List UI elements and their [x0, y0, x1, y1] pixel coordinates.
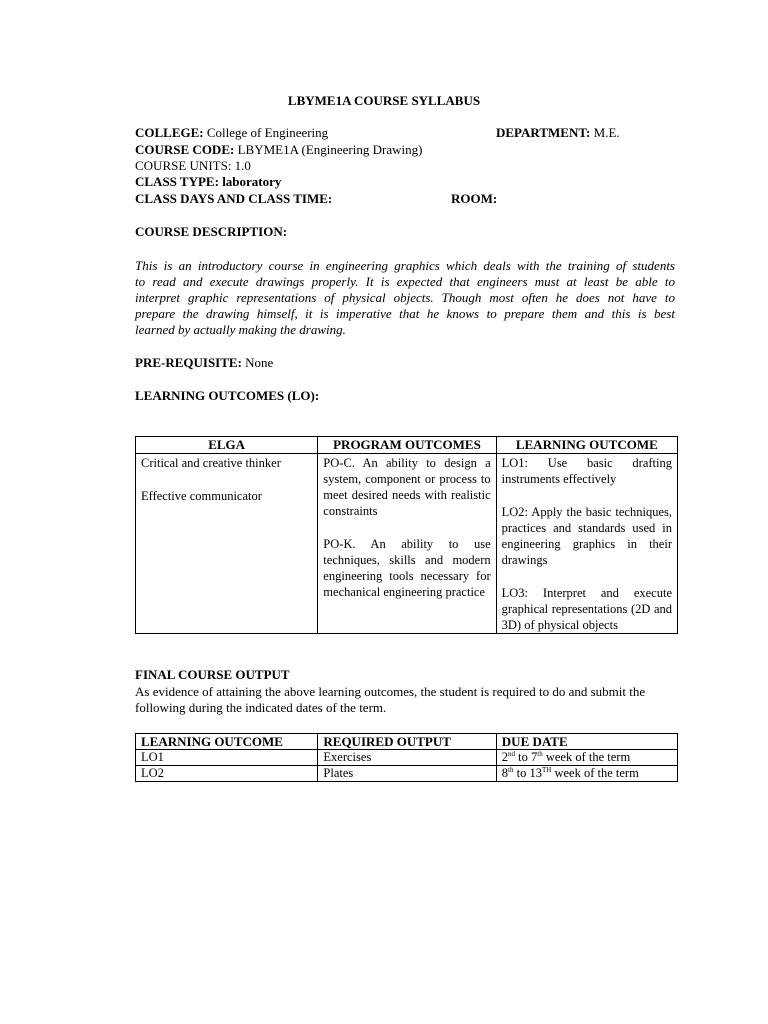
- table-row: [136, 766, 678, 782]
- header-learning-outcome: LEARNING OUTCOME: [136, 734, 318, 750]
- program-outcome-item: PO-K. An ability to use techniques, skills and modern engineering tools necessary for mechanical engineering practice: [323, 537, 491, 599]
- college-label: COLLEGE:: [135, 125, 204, 140]
- due-date-cell: [496, 766, 677, 782]
- due-date-cell: [496, 750, 677, 766]
- learning-outcome-item: LO2: Apply the basic techniques, practices and standards used in engineering graphics in their drawings: [501, 505, 672, 567]
- document-title: LBYME1A COURSE SYLLABUS: [287, 93, 481, 108]
- output-table: [135, 733, 678, 782]
- header-due-date: DUE DATE: [496, 734, 677, 750]
- college-value: College of Engineering: [206, 125, 329, 140]
- due-end-suffix: TH: [541, 765, 552, 774]
- outcomes-table: [135, 436, 678, 634]
- prerequisite-value: None: [245, 355, 274, 370]
- header-required-output: REQUIRED OUTPUT: [318, 734, 496, 750]
- table-row: [136, 454, 678, 634]
- final-output-line: As evidence of attaining the above learning outcomes, the student is required to do and submit the: [135, 684, 646, 699]
- description-line: interpret graphic representations of physical objects. Though most often he does not have to: [135, 290, 675, 305]
- department-value: M.E.: [593, 125, 620, 140]
- header-learning-outcome: LEARNING OUTCOME: [496, 437, 677, 454]
- class-type-label: CLASS TYPE:: [135, 174, 219, 189]
- description-line: This is an introductory course in engineering graphics which deals with the training of students: [135, 258, 675, 273]
- table-header-row: [136, 437, 678, 454]
- due-tail: week of the term: [545, 750, 631, 764]
- room-label: ROOM:: [451, 191, 498, 206]
- class-type-value: laboratory: [222, 174, 282, 189]
- prerequisite-line: [135, 355, 273, 371]
- class-days-label: CLASS DAYS AND CLASS TIME:: [135, 191, 333, 206]
- program-outcomes-cell: [318, 454, 496, 634]
- final-output-heading: FINAL COURSE OUTPUT: [135, 667, 290, 682]
- header-program-outcomes: PROGRAM OUTCOMES: [318, 437, 496, 454]
- description-line: prepare the drawing himself, it is imperative that he knows to prepare them and this is best: [135, 306, 675, 321]
- description-heading: COURSE DESCRIPTION:: [135, 224, 288, 239]
- due-tail: week of the term: [554, 766, 639, 780]
- elga-cell: [136, 454, 318, 634]
- course-code-label: COURSE CODE:: [135, 142, 235, 157]
- table-row: [136, 750, 678, 766]
- header-elga: ELGA: [136, 437, 318, 454]
- course-code-value: LBYME1A (Engineering Drawing): [237, 142, 423, 157]
- final-output-line: following during the indicated dates of the term.: [135, 700, 387, 715]
- description-line: to read and execute drawings properly. It is expected that engineers must at least be able to: [135, 274, 675, 289]
- learning-outcomes-heading: LEARNING OUTCOMES (LO):: [135, 388, 320, 403]
- due-start: 8: [501, 766, 509, 780]
- college-line: [135, 125, 328, 141]
- class-type-line: [135, 174, 281, 190]
- final-output-paragraph: [135, 684, 680, 716]
- department-label: DEPARTMENT:: [496, 125, 591, 140]
- due-start: 2: [501, 750, 509, 764]
- elga-item: Critical and creative thinker: [141, 456, 281, 470]
- program-outcome-item: PO-C. An ability to design a system, component or process to meet desired needs with realistic constraints: [323, 456, 491, 518]
- learning-outcome-cell: [496, 454, 677, 634]
- learning-outcome-item: LO3: Interpret and execute graphical representations (2D and 3D) of physical objects: [501, 586, 672, 632]
- description-line: learned by actually making the drawing.: [135, 322, 346, 337]
- learning-outcome-item: LO1: Use basic drafting instruments effectively: [501, 456, 672, 486]
- due-end: to 13: [516, 766, 542, 780]
- course-code-line: [135, 142, 422, 158]
- lo-cell: LO2: [136, 766, 318, 782]
- elga-item: Effective communicator: [141, 489, 262, 503]
- table-header-row: [136, 734, 678, 750]
- course-description: [135, 258, 675, 338]
- due-end-suffix: th: [537, 749, 543, 758]
- prerequisite-label: PRE-REQUISITE:: [135, 355, 242, 370]
- output-cell: Plates: [318, 766, 496, 782]
- course-units-line: COURSE UNITS: 1.0: [135, 158, 251, 173]
- output-cell: Exercises: [318, 750, 496, 766]
- due-end: to 7: [518, 750, 538, 764]
- due-start-suffix: nd: [508, 749, 516, 758]
- department-line: [496, 125, 620, 141]
- due-start-suffix: th: [508, 765, 514, 774]
- lo-cell: LO1: [136, 750, 318, 766]
